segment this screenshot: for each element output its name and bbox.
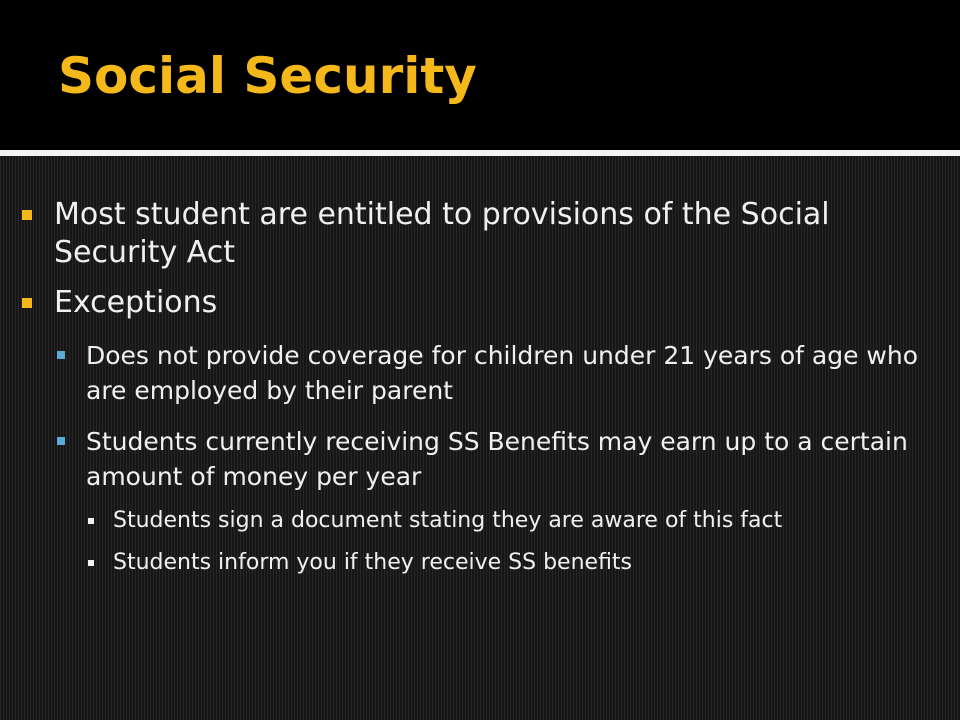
sub-bullet-text: Does not provide coverage for children under 21 years of age who are employed by their parent <box>86 341 919 405</box>
square-bullet-icon <box>57 437 65 445</box>
sub-bullet-item <box>0 424 960 494</box>
title-bar <box>0 0 960 150</box>
sub-sub-bullet-text: Students sign a document stating they are aware of this fact <box>113 508 783 533</box>
slide-title: Social Security <box>58 47 477 105</box>
sub-bullet-item <box>0 338 960 408</box>
square-bullet-icon <box>57 351 65 359</box>
sub-bullet-text: Students currently receiving SS Benefits may earn up to a certain amount of money per year <box>86 427 908 491</box>
square-bullet-icon <box>22 210 32 220</box>
bullet-item <box>0 196 960 272</box>
bullet-text: Most student are entitled to provisions of the Social Security Act <box>54 197 830 270</box>
bullet-list <box>0 196 960 590</box>
title-divider <box>0 150 960 156</box>
sub-sub-bullet-item <box>0 506 960 536</box>
square-bullet-icon <box>88 560 94 566</box>
square-bullet-icon <box>22 298 32 308</box>
sub-sub-bullet-text: Students inform you if they receive SS benefits <box>113 550 633 575</box>
square-bullet-icon <box>88 518 94 524</box>
bullet-item <box>0 284 960 322</box>
sub-sub-bullet-item <box>0 548 960 578</box>
bullet-text: Exceptions <box>54 285 218 320</box>
